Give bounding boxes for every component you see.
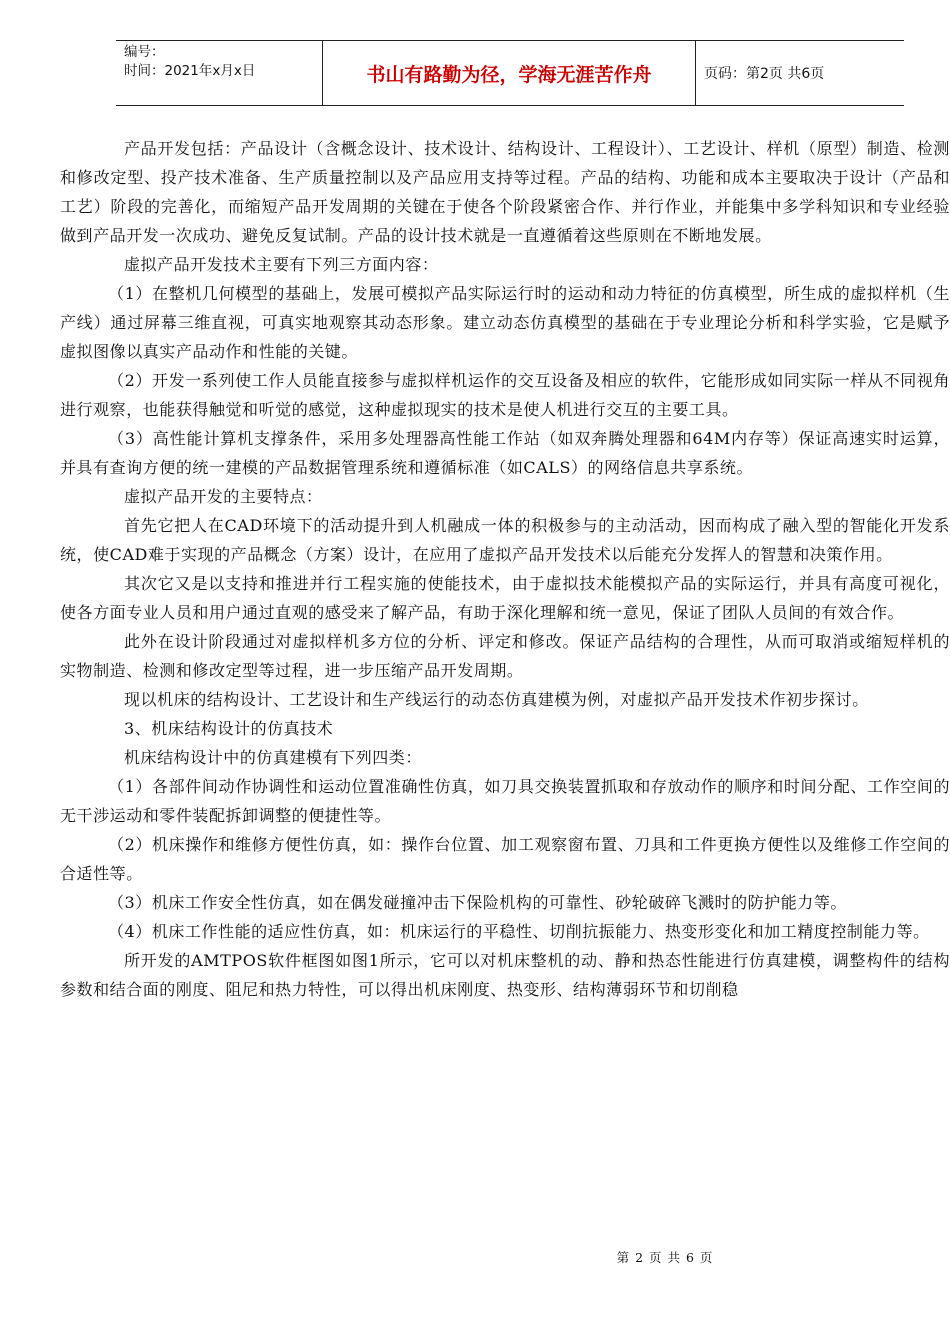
section-heading-3: 3、机床结构设计的仿真技术 [124, 719, 334, 738]
paragraph-intro: 产品开发包括：产品设计（含概念设计、技术设计、结构设计、工程设计）、工艺设计、样机（原型）制造、检测和修改定型、投产技术准备、生产质量控制以及产品应用支持等过程。产品的结构、功能和成本主要取决于设计（产品和工艺）阶段的完善化，而缩短产品开发周期的关键在于使各个阶段紧密合作、并行作业，并能集中多学科知识和专业经验做到产品开发一次成功、避免反复试制。产品的设计技术就是一直遵循着这些原则在不断地发展。 [60, 139, 950, 245]
paragraph-feature-additional: 此外在设计阶段通过对虚拟样机多方位的分析、评定和修改。保证产品结构的合理性，从而可取消或缩短样机的实物制造、检测和修改定型等过程，进一步压缩产品开发周期。 [60, 632, 950, 680]
paragraph-amtpos: 所开发的AMTPOS软件框图如图1所示，它可以对机床整机的动、静和热态性能进行仿真建模，调整构件的结构参数和结合面的刚度、阻尼和热力特性，可以得出机床刚度、热变形、结构薄弱环节和切削稳 [60, 951, 950, 999]
paragraph-example-intro: 现以机床的结构设计、工艺设计和生产线运行的动态仿真建模为例，对虚拟产品开发技术作初步探讨。 [124, 690, 869, 709]
document-body [60, 134, 950, 1004]
header-motto: 书山有路勤为径，学海无涯苦作舟 [323, 41, 696, 106]
paragraph-aspect-2: （2）开发一系列使工作人员能直接参与虚拟样机运作的交互设备及相应的软件，它能形成如同实际一样从不同视角进行观察，也能获得触觉和听觉的感觉，这种虚拟现实的技术是使人机进行交互的主要工具。 [60, 371, 950, 419]
paragraph-four-types-heading: 机床结构设计中的仿真建模有下列四类： [124, 748, 422, 767]
page-footer: 第 2 页 共 6 页 [616, 1250, 714, 1265]
paragraph-aspect-3: （3）高性能计算机支撑条件，采用多处理器高性能工作站（如双奔腾处理器和64M内存等）保证高速实时运算，并具有查询方便的统一建模的产品数据管理系统和遵循标准（如CALS）的网络信息共享系统。 [60, 429, 950, 477]
paragraph-type-4: （4）机床工作性能的适应性仿真，如：机床运行的平稳性、切削抗振能力、热变形变化和加工精度控制能力等。 [108, 922, 930, 941]
document-header [116, 40, 904, 106]
paragraph-type-3: （3）机床工作安全性仿真，如在偶发碰撞冲击下保险机构的可靠性、砂轮破碎飞溅时的防护能力等。 [108, 893, 847, 912]
header-page-label: 页码：第2页 共6页 [696, 41, 905, 106]
time-label: 时间：2021年x月x日 [124, 63, 256, 79]
header-meta-cell [116, 41, 323, 106]
paragraph-features-heading: 虚拟产品开发的主要特点： [124, 487, 323, 506]
paragraph-feature-first: 首先它把人在CAD环境下的活动提升到人机融成一体的积极参与的主动活动，因而构成了融入型的智能化开发系统，使CAD难于实现的产品概念（方案）设计，在应用了虚拟产品开发技术以后能充分发挥人的智慧和决策作用。 [60, 516, 950, 564]
paragraph-feature-second: 其次它又是以支持和推进并行工程实施的使能技术，由于虚拟技术能模拟产品的实际运行，并具有高度可视化，使各方面专业人员和用户通过直观的感受来了解产品，有助于深化理解和统一意见，保证了团队人员间的有效合作。 [60, 574, 950, 622]
paragraph-aspect-1: （1）在整机几何模型的基础上，发展可模拟产品实际运行时的运动和动力特征的仿真模型，所生成的虚拟样机（生产线）通过屏幕三维直视，可真实地观察其动态形象。建立动态仿真模型的基础在于专业理论分析和科学实验，它是赋予虚拟图像以真实产品动作和性能的关键。 [60, 284, 950, 361]
number-label: 编号： [124, 44, 165, 60]
paragraph-three-aspects-heading: 虚拟产品开发技术主要有下列三方面内容： [124, 255, 439, 274]
paragraph-type-1: （1）各部件间动作协调性和运动位置准确性仿真，如刀具交换装置抓取和存放动作的顺序和时间分配、工作空间的无干涉运动和零件装配拆卸调整的便捷性等。 [60, 777, 950, 825]
paragraph-type-2: （2）机床操作和维修方便性仿真，如：操作台位置、加工观察窗布置、刀具和工件更换方便性以及维修工作空间的合适性等。 [60, 835, 950, 883]
